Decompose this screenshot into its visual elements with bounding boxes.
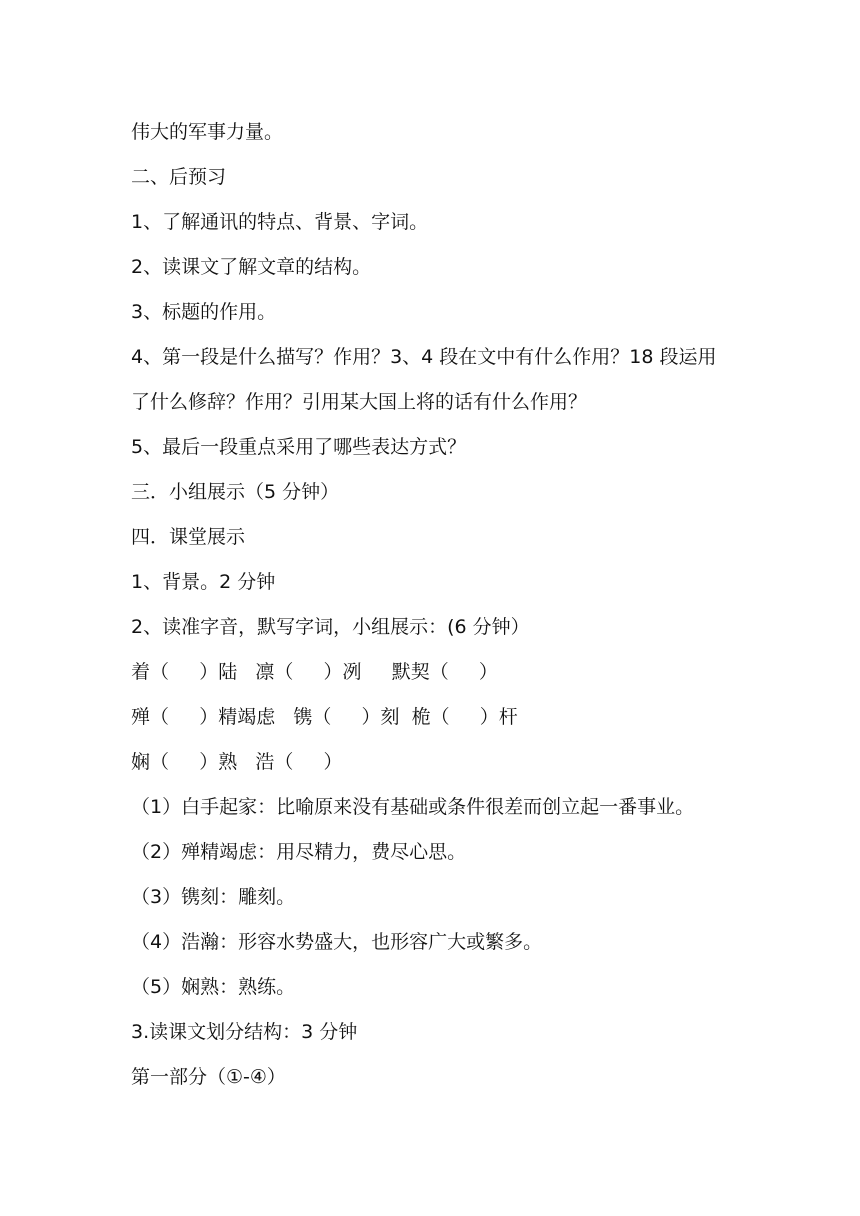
- pronunciation-exercise-line: 着（ ）陆 凛（ ）冽 默契（ ）: [131, 661, 498, 683]
- list-item: 1、了解通讯的特点、背景、字词。: [131, 211, 429, 233]
- section-heading: 四．课堂展示: [131, 526, 246, 548]
- list-item: 5、最后一段重点采用了哪些表达方式？: [131, 436, 467, 458]
- document-body: [131, 110, 741, 1100]
- definition-item: （1）白手起家：比喻原来没有基础或条件很差而创立起一番事业。: [131, 796, 695, 818]
- list-item: 3.读课文划分结构：3 分钟: [131, 1021, 358, 1043]
- pronunciation-exercise-line: 娴（ ）熟 浩（ ）: [131, 751, 343, 773]
- definition-item: （5）娴熟：熟练。: [131, 976, 296, 998]
- list-item: 1、背景。2 分钟: [131, 571, 276, 593]
- text-line: 第一部分（①-④）: [131, 1066, 286, 1088]
- list-item: 3、标题的作用。: [131, 301, 277, 323]
- text-line: 了什么修辞？作用？引用某大国上将的话有什么作用？: [131, 391, 588, 413]
- definition-item: （4）浩瀚：形容水势盛大，也形容广大或繁多。: [131, 931, 543, 953]
- text-line: 伟大的军事力量。: [131, 121, 284, 143]
- list-item: 2、读准字音，默写字词，小组展示：(6 分钟）: [131, 616, 530, 638]
- definition-item: （3）镌刻：雕刻。: [131, 886, 296, 908]
- definition-item: （2）殚精竭虑：用尽精力，费尽心思。: [131, 841, 467, 863]
- list-item: 2、读课文了解文章的结构。: [131, 256, 372, 278]
- section-heading: 二、后预习: [131, 166, 227, 188]
- pronunciation-exercise-line: 殚（ ）精竭虑 镌（ ）刻 桅（ ）杆: [131, 706, 518, 728]
- list-item: 4、第一段是什么描写？作用？3、4 段在文中有什么作用？18 段运用: [131, 346, 717, 368]
- section-heading: 三．小组展示（5 分钟）: [131, 481, 340, 503]
